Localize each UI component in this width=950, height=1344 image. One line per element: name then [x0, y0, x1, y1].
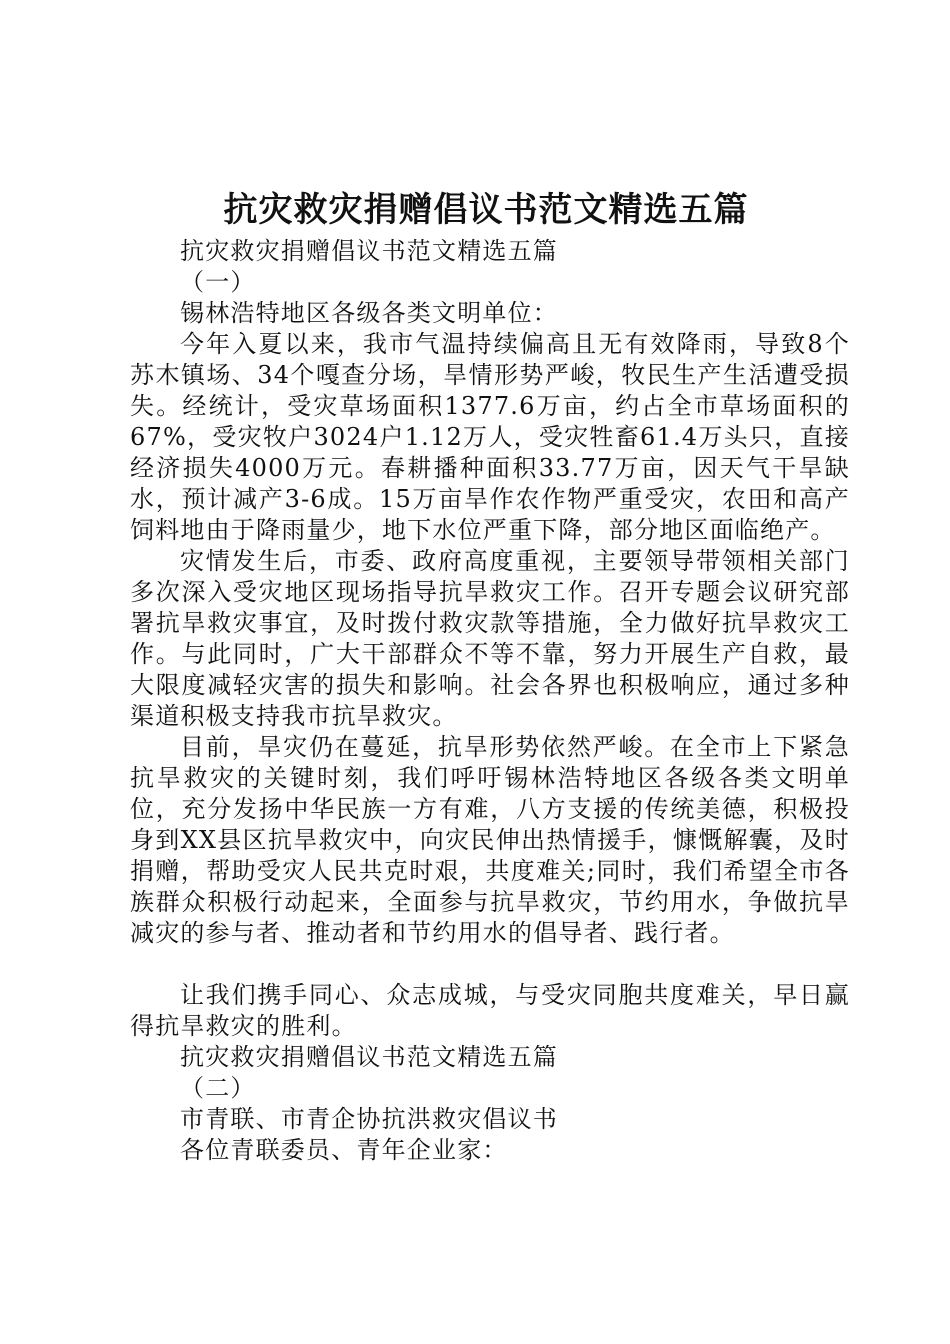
blank-line: [130, 949, 850, 980]
section-heading-2: 抗灾救灾捐赠倡议书范文精选五篇: [180, 1043, 558, 1071]
section-heading-1: 抗灾救灾捐赠倡议书范文精选五篇: [180, 237, 558, 265]
paragraph-2: 灾情发生后，市委、政府高度重视，主要领导带领相关部门多次深入受灾地区现场指导抗旱救灾工作。召开专题会议研究部署抗旱救灾事宜，及时拨付救灾款等措施，全力做好抗旱救灾工作。与此同时，广大干部群众不等不靠，努力开展生产自救，最大限度减轻灾害的损失和影响。社会各界也积极响应，通过多种渠道积极支持我市抗旱救灾。: [130, 547, 850, 730]
paragraph-4: 让我们携手同心、众志成城，与受灾同胞共度难关，早日赢得抗旱救灾的胜利。: [130, 981, 850, 1040]
section-number-2: （二）: [180, 1074, 256, 1102]
salutation-1: 锡林浩特地区各级各类文明单位：: [180, 299, 558, 327]
document-page: [130, 188, 850, 1166]
paragraph-3: 目前，旱灾仍在蔓延，抗旱形势依然严峻。在全市上下紧急抗旱救灾的关键时刻，我们呼吁锡林浩特地区各级各类文明单位，充分发扬中华民族一方有难，八方支援的传统美德，积极投身到XX县区抗旱救灾中，向灾民伸出热情援手，慷慨解囊，及时捐赠，帮助受灾人民共克时艰，共度难关;同时，我们希望全市各族群众积极行动起来，全面参与抗旱救灾，节约用水，争做抗旱减灾的参与者、推动者和节约用水的倡导者、践行者。: [130, 733, 850, 947]
section-number-1: （一）: [180, 268, 256, 296]
paragraph-1: 今年入夏以来，我市气温持续偏高且无有效降雨，导致8个苏木镇场、34个嘎查分场，旱情形势严峻，牧民生产生活遭受损失。经统计，受灾草场面积1377.6万亩，约占全市草场面积的67%，受灾牧户3024户1.12万人，受灾牲畜61.4万头只，直接经济损失4000万元。春耕播种面积33.77万亩，因天气干旱缺水，预计减产3-6成。15万亩旱作农作物严重受灾，农田和高产饲料地由于降雨量少，地下水位严重下降，部分地区面临绝产。: [130, 330, 850, 544]
document-title: 抗灾救灾捐赠倡议书范文精选五篇: [223, 190, 749, 230]
section-subtitle-2: 市青联、市青企协抗洪救灾倡议书: [180, 1105, 558, 1133]
salutation-2: 各位青联委员、青年企业家：: [180, 1136, 508, 1164]
